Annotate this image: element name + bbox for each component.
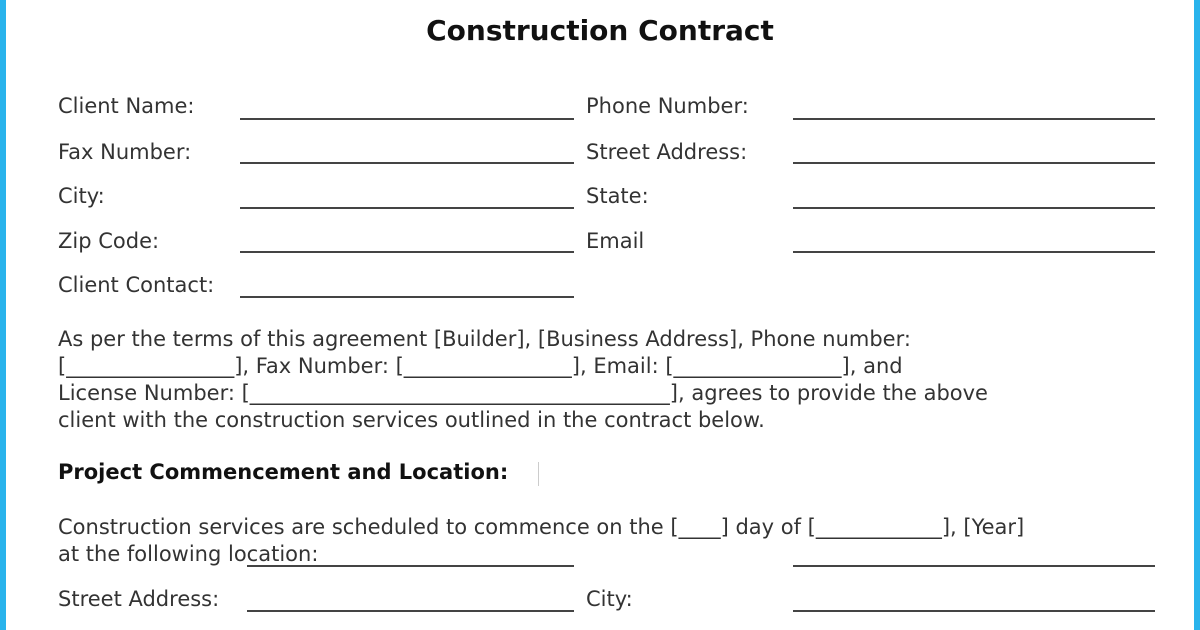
project-city-label: City: <box>586 587 633 611</box>
street-address-field[interactable] <box>793 162 1155 164</box>
phone-number-label: Phone Number: <box>586 94 749 118</box>
agreement-line-2: [________________], Fax Number: [________________], Email: [________________], and <box>58 354 903 378</box>
client-name-field[interactable] <box>240 118 574 120</box>
project-city-field[interactable] <box>793 610 1155 612</box>
document-title: Construction Contract <box>426 14 774 47</box>
client-name-label: Client Name: <box>58 94 195 118</box>
fax-number-label: Fax Number: <box>58 140 192 164</box>
frame-left-edge <box>0 0 6 630</box>
state-field[interactable] <box>793 207 1155 209</box>
agreement-line-3: License Number: [________________________________________], agrees to provide the above <box>58 381 988 405</box>
agreement-line-1: As per the terms of this agreement [Builder], [Business Address], Phone number: <box>58 327 911 351</box>
street-address-label: Street Address: <box>586 140 748 164</box>
agreement-line-4: client with the construction services outlined in the contract below. <box>58 408 765 432</box>
email-field[interactable] <box>793 251 1155 253</box>
project-paragraph <box>58 514 1158 568</box>
project-line-2: at the following location: <box>58 542 319 566</box>
frame-right-edge <box>1194 0 1200 630</box>
zip-code-field[interactable] <box>240 251 574 253</box>
city-field[interactable] <box>240 207 574 209</box>
state-label: State: <box>586 184 649 208</box>
zip-code-label: Zip Code: <box>58 229 160 253</box>
project-section-heading: Project Commencement and Location: <box>58 460 509 484</box>
fax-number-field[interactable] <box>240 162 574 164</box>
project-street-address-label: Street Address: <box>58 587 220 611</box>
city-label: City: <box>58 184 105 208</box>
location-line-right[interactable] <box>793 565 1155 567</box>
phone-number-field[interactable] <box>793 118 1155 120</box>
location-line-left[interactable] <box>247 565 574 567</box>
client-contact-field[interactable] <box>240 296 574 298</box>
client-contact-label: Client Contact: <box>58 273 215 297</box>
text-cursor <box>538 462 539 486</box>
project-line-1: Construction services are scheduled to commence on the [____] day of [____________], [Year] <box>58 515 1025 539</box>
project-street-address-field[interactable] <box>247 610 574 612</box>
agreement-paragraph <box>58 326 1158 434</box>
email-label: Email <box>586 229 645 253</box>
